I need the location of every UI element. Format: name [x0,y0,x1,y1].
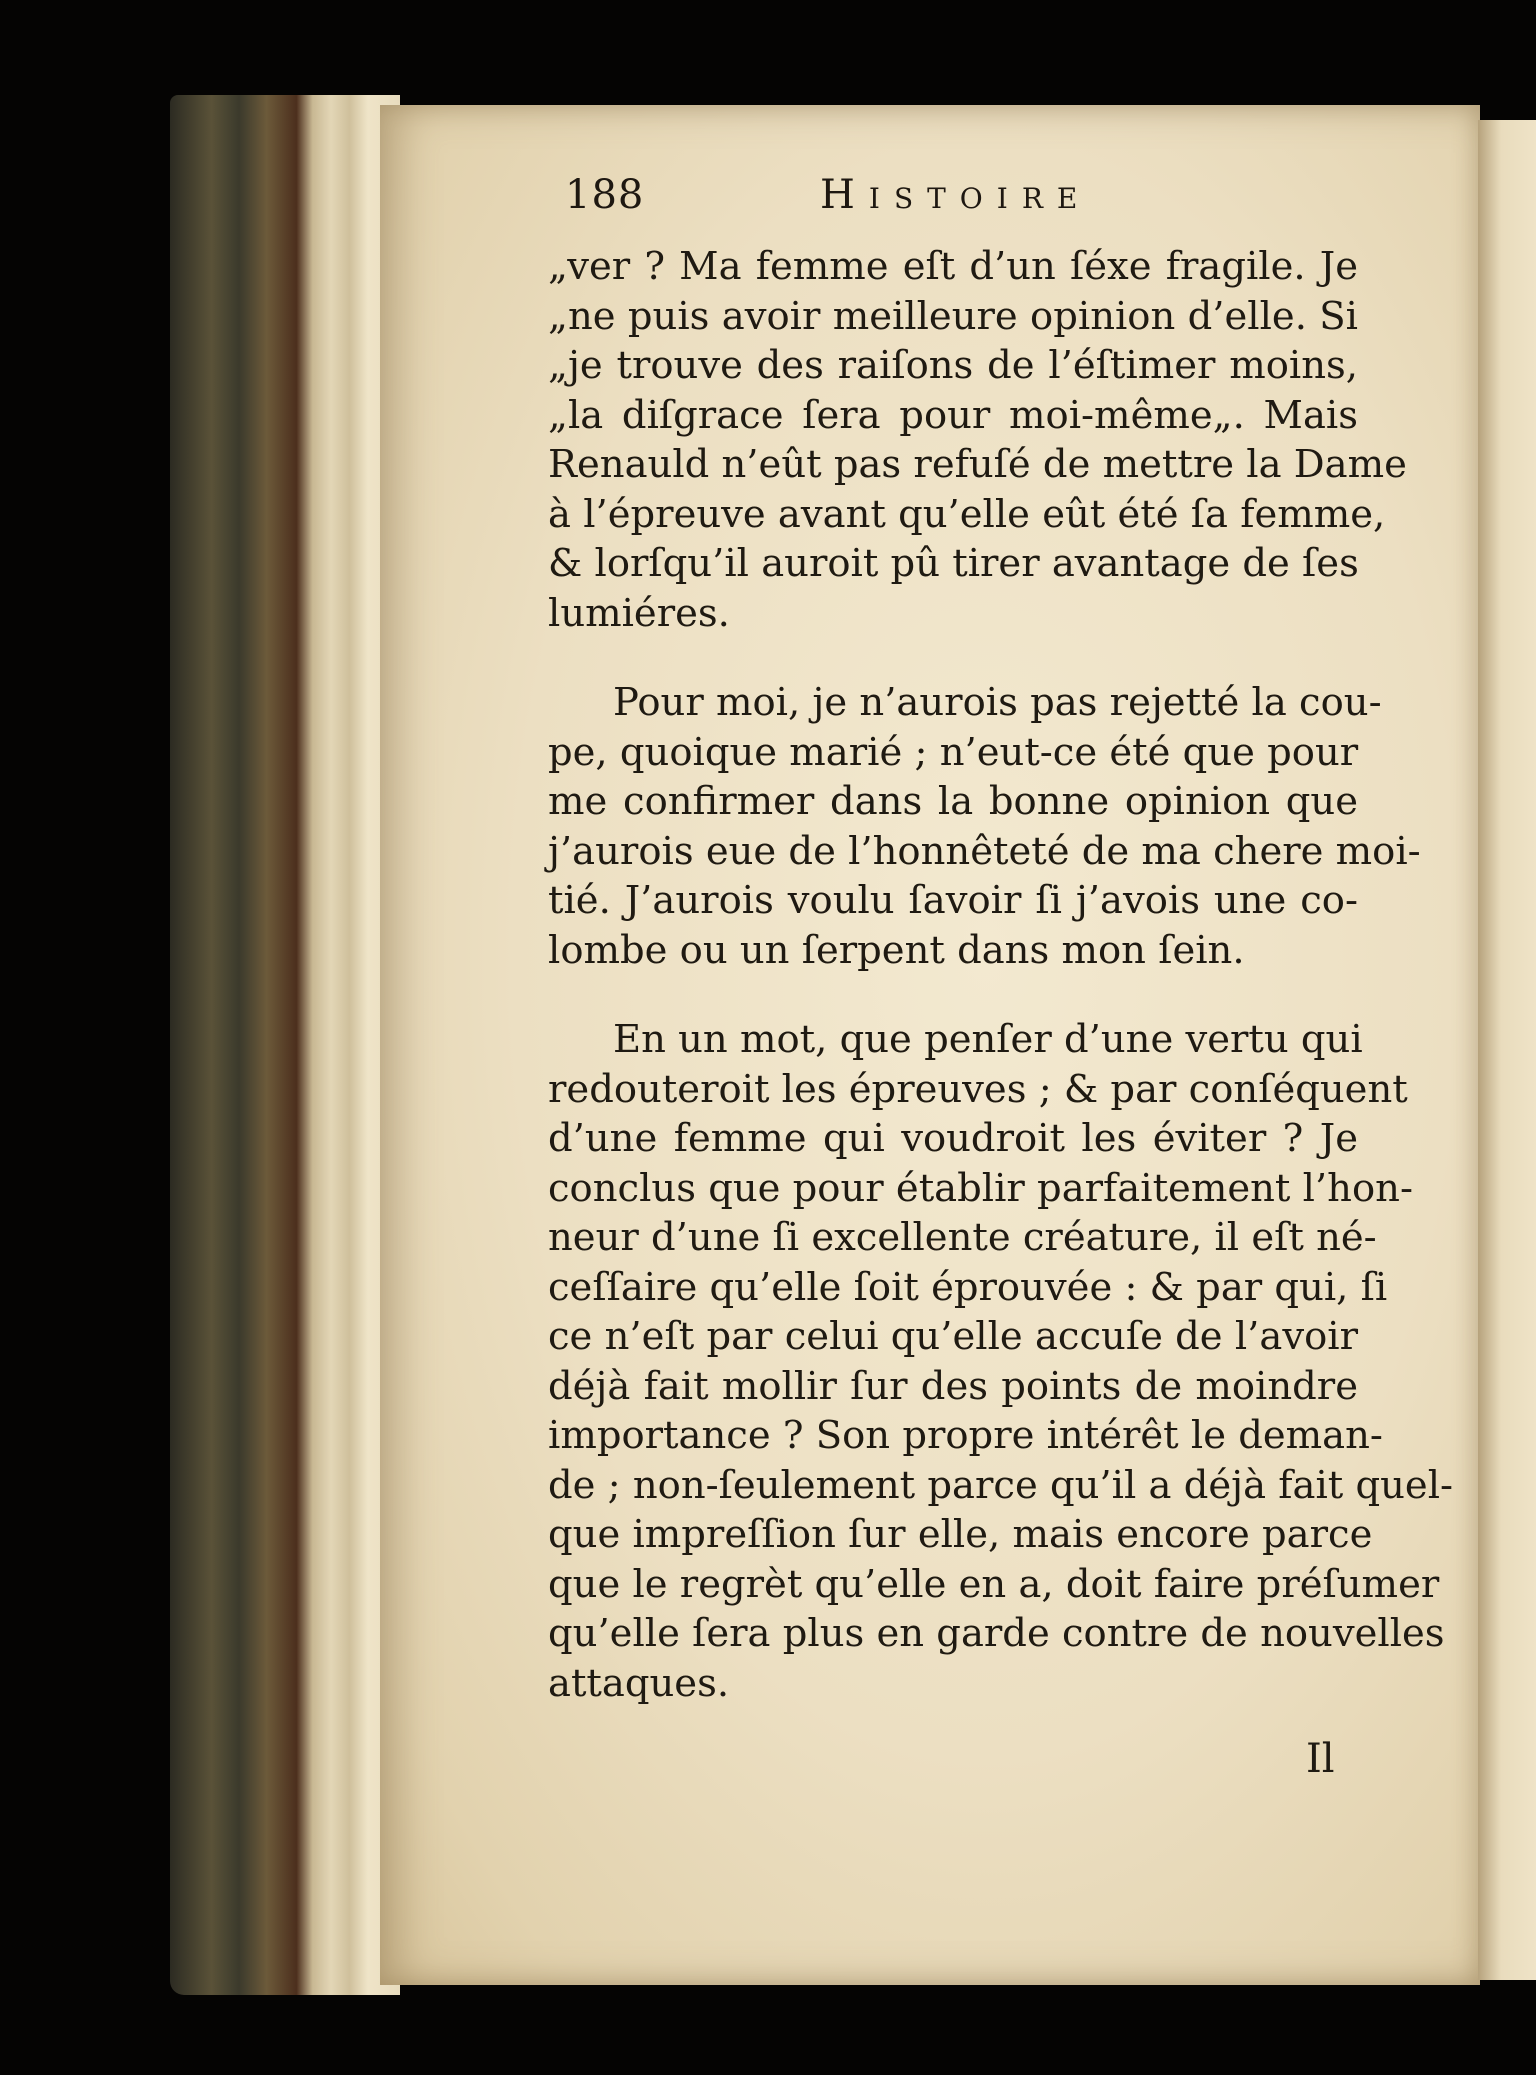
text-line: conclus que pour établir parfaitement l’hon- [548,1165,1413,1211]
text-line: „la diſgrace ſera pour moi-même„. Mais [548,392,1358,438]
page-header [565,172,1145,232]
paragraph-gap [548,975,1358,1015]
text-line: lumiéres. [548,590,730,636]
text-line: déjà fait mollir ſur des points de moindre [548,1363,1358,1409]
text-line: qu’elle ſera plus en garde contre de nouvelles [548,1611,1445,1656]
text-line: En un mot, que penſer d’une vertu qui [613,1017,1363,1062]
paragraph [548,678,1421,975]
text-line: Pour moi, je n’aurois pas rejetté la cou- [613,680,1382,725]
text-line: importance ? Son propre intérêt le deman- [548,1413,1383,1458]
text-line: tié. J’aurois voulu ſavoir ſi j’avois une co- [548,878,1358,923]
text-line: „ne puis avoir meilleure opinion d’elle. Si [548,293,1358,339]
facing-page-edge [1478,120,1536,1980]
text-line: pe, quoique marié ; n’eut-ce été que pour [548,729,1359,775]
text-line: ce n’eſt par celui qu’elle accuſe de l’avoir [548,1314,1358,1359]
catchword: Il [1306,1736,1335,1782]
paragraph [548,242,1407,638]
paragraph [548,1015,1454,1708]
text-line: ceſſaire qu’elle ſoit éprouvée : & par qui, ſi [548,1264,1388,1310]
text-line: redouteroit les épreuves ; & par conſéquent [548,1066,1408,1112]
text-line: d’une femme qui voudroit les éviter ? Je [548,1116,1358,1161]
text-line: que le regrèt qu’elle en a, doit faire préſumer [548,1561,1440,1607]
text-line: & lorſqu’il auroit pû tirer avantage de ſes [548,541,1359,586]
page-number: 188 [565,172,645,218]
text-line: j’aurois eue de l’honnêteté de ma chere moi- [548,828,1421,874]
text-line: de ; non-ſeulement parce qu’il a déjà fait quel- [548,1462,1454,1508]
text-line: Renauld n’eût pas refuſé de mettre la Dame [548,442,1407,487]
text-line: me confirmer dans la bonne opinion que [548,779,1358,824]
paragraph-gap [548,638,1358,678]
page-edges [170,95,400,1995]
text-line: à l’épreuve avant qu’elle eût été ſa femme, [548,491,1386,537]
running-title: Histoire [820,172,1092,218]
body-text [548,242,1454,1708]
text-line: „ver ? Ma femme eſt d’un ſéxe fragile. Je [548,244,1358,289]
text-line: attaques. [548,1660,730,1706]
text-line: lombe ou un ſerpent dans mon ſein. [548,927,1245,973]
text-line: que impreſſion ſur elle, mais encore parce [548,1512,1373,1557]
text-line: „je trouve des raiſons de l’éſtimer moins, [548,343,1358,388]
text-line: neur d’une ſi excellente créature, il eſt né- [548,1215,1377,1260]
